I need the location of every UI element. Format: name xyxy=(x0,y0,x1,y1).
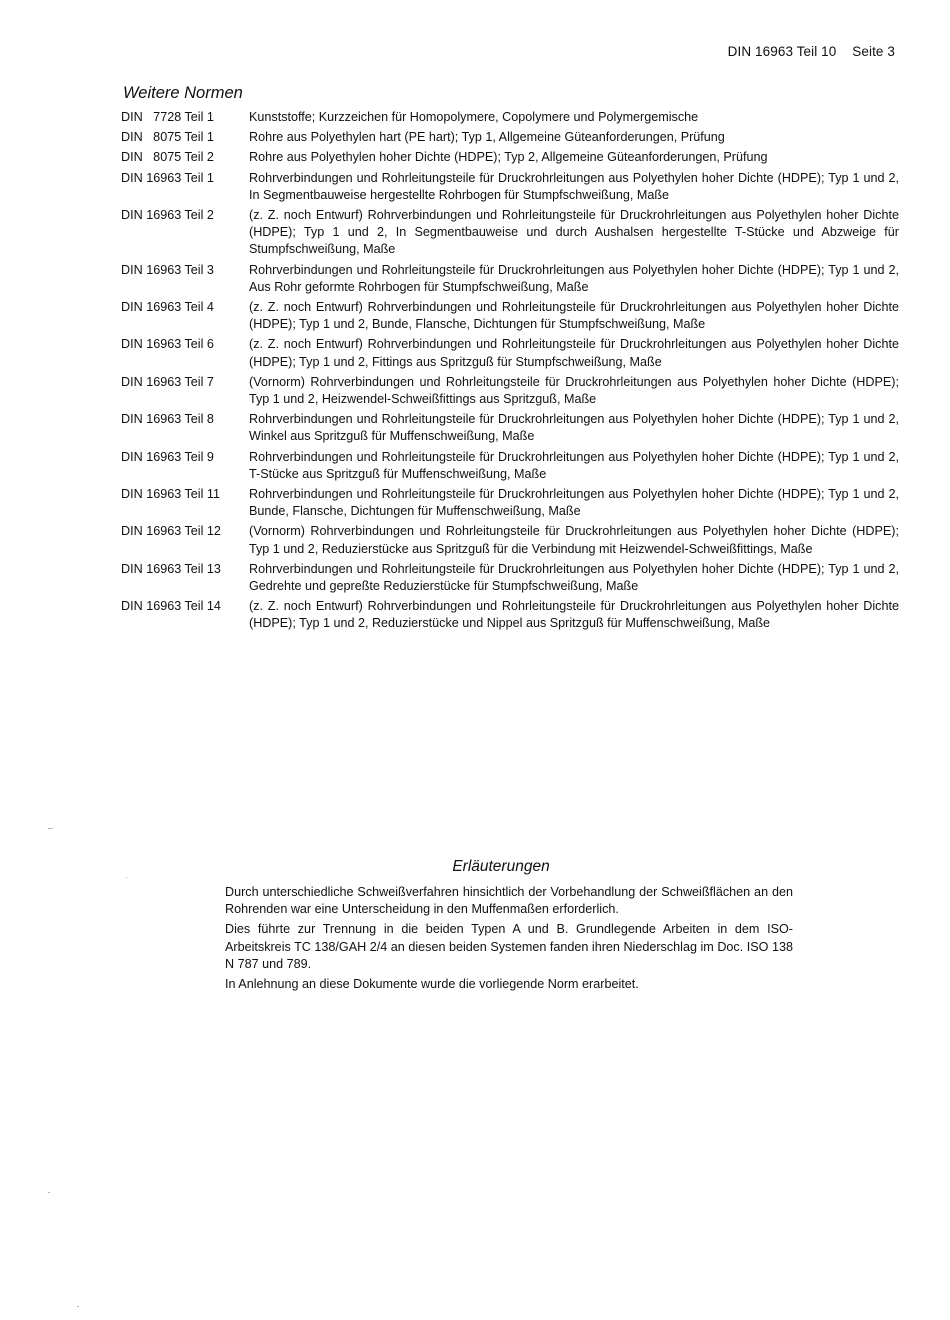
norm-description: (Vornorm) Rohrverbindungen und Rohrleitungsteile für Druckrohrleitungen aus Polyethylen hoher Dichte (HDPE); Typ 1 und 2, Heizwendel-Schweißfittings aus Spritzguß, Maße xyxy=(249,374,899,407)
norm-row xyxy=(121,262,899,296)
norm-description: (z. Z. noch Entwurf) Rohrverbindungen und Rohrleitungsteile für Druckrohrleitungen aus Polyethylen hoher Dichte (HDPE); Typ 1 und 2, Bunde, Flansche, Dichtungen für Stumpfschweißung, Maße xyxy=(249,300,899,332)
norm-description: Rohrverbindungen und Rohrleitungsteile für Druckrohrleitungen aus Polyethylen hoher Dichte (HDPE); Typ 1 und 2, In Segmentbauweise hergestellte Rohrbogen für Stumpfschweißung, Maße xyxy=(249,170,899,202)
norm-description: Rohre aus Polyethylen hoher Dichte (HDPE); Typ 2, Allgemeine Güteanforderungen, Prüfung xyxy=(249,150,768,165)
explanations-title: Erläuterungen xyxy=(452,858,550,875)
norm-row xyxy=(121,449,899,483)
norm-description: Rohrverbindungen und Rohrleitungsteile für Druckrohrleitungen aus Polyethylen hoher Dichte (HDPE); Typ 1 und 2, Bunde, Flansche, Dichtungen für Muffenschweißung, Maße xyxy=(249,487,899,519)
norm-row xyxy=(121,598,899,632)
norm-reference: DIN 7728 Teil 1 xyxy=(121,110,214,124)
norm-reference: DIN 16963 Teil 6 xyxy=(121,337,214,352)
norm-description: Rohrverbindungen und Rohrleitungsteile für Druckrohrleitungen aus Polyethylen hoher Dichte (HDPE); Typ 1 und 2, Winkel aus Spritzguß für Muffenschweißung, Maße xyxy=(249,412,899,444)
norm-row xyxy=(121,129,899,146)
norm-row xyxy=(121,299,899,333)
explanations-body xyxy=(225,884,793,996)
norm-reference: DIN 16963 Teil 8 xyxy=(121,412,214,427)
norm-description: (z. Z. noch Entwurf) Rohrverbindungen und Rohrleitungsteile für Druckrohrleitungen aus Polyethylen hoher Dichte (HDPE); Typ 1 und 2, Fittings aus Spritzguß für Stumpfschweißung, Maße xyxy=(249,337,899,369)
scan-speck xyxy=(126,877,127,878)
norm-reference: DIN 16963 Teil 4 xyxy=(121,300,214,315)
norm-reference: DIN 16963 Teil 12 xyxy=(121,524,221,539)
norm-row xyxy=(121,486,899,520)
norm-description: (z. Z. noch Entwurf) Rohrverbindungen und Rohrleitungsteile für Druckrohrleitungen aus Polyethylen hoher Dichte (HDPE); Typ 1 und 2, In Segmentbauweise und durch Aushalsen hergestellte T-Stücke und Abzweige für Stumpfschweißung, Maße xyxy=(249,208,899,257)
page-number: Seite 3 xyxy=(852,44,895,59)
norm-reference: DIN 16963 Teil 9 xyxy=(121,449,214,464)
scan-speck xyxy=(48,828,53,829)
page-header xyxy=(728,44,895,59)
norm-row xyxy=(121,149,899,166)
norm-row xyxy=(121,336,899,370)
norm-reference: DIN 16963 Teil 3 xyxy=(121,262,214,277)
document-id: DIN 16963 Teil 10 xyxy=(727,44,837,59)
norm-description: Kunststoffe; Kurzzeichen für Homopolymere, Copolymere und Polymergemische xyxy=(249,110,699,124)
scan-speck xyxy=(77,1306,79,1307)
further-standards-title: Weitere Normen xyxy=(123,84,243,102)
norm-row xyxy=(121,561,899,595)
norm-reference: DIN 16963 Teil 13 xyxy=(121,561,221,576)
norm-description: (Vornorm) Rohrverbindungen und Rohrleitungsteile für Druckrohrleitungen aus Polyethylen hoher Dichte (HDPE); Typ 1 und 2, Reduzierstücke aus Spritzguß für die Verbindung mit Heizwendel-Schweißfittings, Maße xyxy=(249,524,899,556)
explanation-paragraph: In Anlehnung an diese Dokumente wurde die vorliegende Norm erarbeitet. xyxy=(225,977,639,992)
norm-reference: DIN 16963 Teil 14 xyxy=(121,599,221,614)
norm-description: (z. Z. noch Entwurf) Rohrverbindungen und Rohrleitungsteile für Druckrohrleitungen aus Polyethylen hoher Dichte (HDPE); Typ 1 und 2, Reduzierstücke und Nippel aus Spritzguß für Muffenschweißung, Maße xyxy=(249,599,899,631)
norm-row xyxy=(121,109,899,126)
norm-row xyxy=(121,207,899,259)
norm-description: Rohrverbindungen und Rohrleitungsteile für Druckrohrleitungen aus Polyethylen hoher Dichte (HDPE); Typ 1 und 2, Aus Rohr geformte Rohrbogen für Stumpfschweißung, Maße xyxy=(249,262,899,294)
explanation-paragraph: Durch unterschiedliche Schweißverfahren hinsichtlich der Vorbehandlung der Schweißflächen an den Rohrenden war eine Unterscheidung in den Muffenmaßen erforderlich. xyxy=(225,885,793,917)
norm-reference: DIN 16963 Teil 7 xyxy=(121,374,214,389)
norm-reference: DIN 16963 Teil 1 xyxy=(121,170,214,185)
norm-reference: DIN 16963 Teil 2 xyxy=(121,208,214,223)
norm-reference: DIN 8075 Teil 2 xyxy=(121,150,214,165)
explanation-paragraph: Dies führte zur Trennung in die beiden Typen A und B. Grundlegende Arbeiten in dem ISO-Arbeitskreis TC 138/GAH 2/4 an diesen beiden Systemen fanden ihren Niederschlag im Doc. ISO 138 N 787 und 789. xyxy=(225,922,793,971)
scan-speck xyxy=(48,1192,50,1193)
norm-reference: DIN 8075 Teil 1 xyxy=(121,130,214,145)
norm-description: Rohre aus Polyethylen hart (PE hart); Typ 1, Allgemeine Güteanforderungen, Prüfung xyxy=(249,130,725,145)
norm-row xyxy=(121,170,899,204)
norm-description: Rohrverbindungen und Rohrleitungsteile für Druckrohrleitungen aus Polyethylen hoher Dichte (HDPE); Typ 1 und 2, Gedrehte und gepreßte Reduzierstücke für Stumpfschweißung, Maße xyxy=(249,561,899,594)
norm-row xyxy=(121,523,899,557)
norm-row xyxy=(121,411,899,445)
norm-description: Rohrverbindungen und Rohrleitungsteile für Druckrohrleitungen aus Polyethylen hoher Dichte (HDPE); Typ 1 und 2, T-Stücke aus Spritzguß für Muffenschweißung, Maße xyxy=(249,449,899,481)
norm-reference: DIN 16963 Teil 11 xyxy=(121,487,220,502)
norm-row xyxy=(121,374,899,408)
further-standards-list xyxy=(121,109,899,636)
